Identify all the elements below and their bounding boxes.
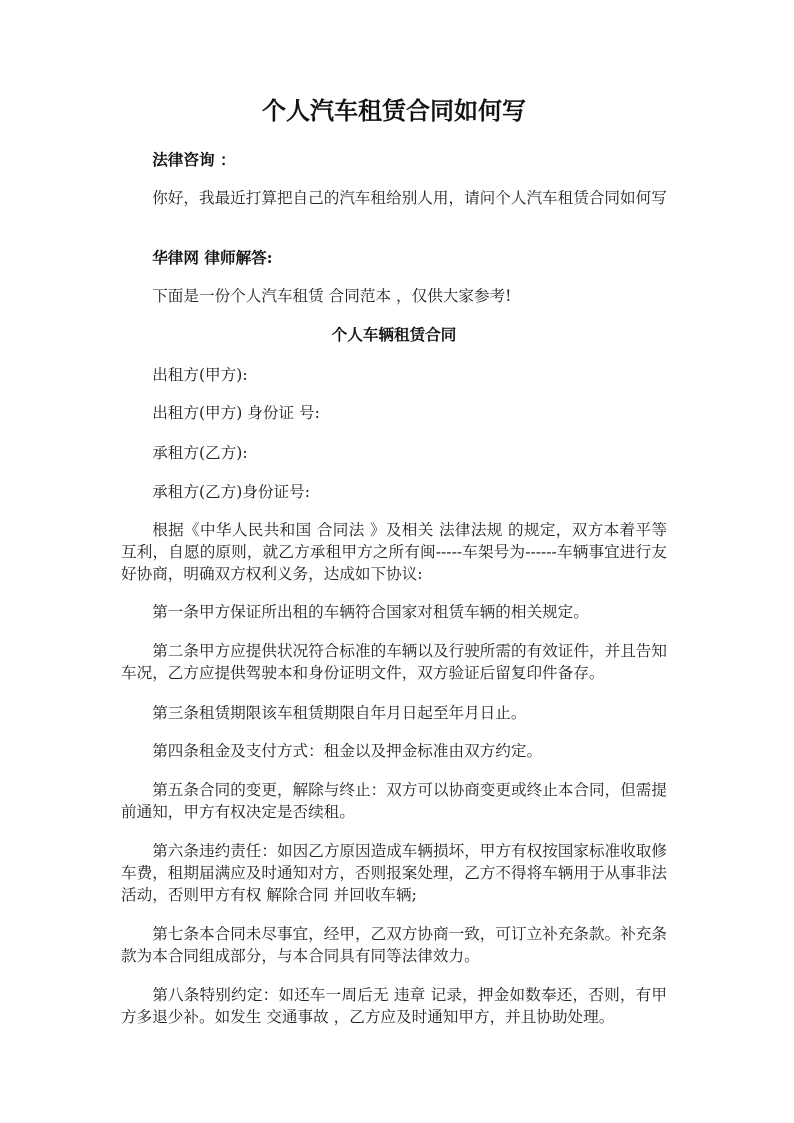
party-lessor: 出租方(甲方): <box>152 366 248 384</box>
party-lessor-id: 出租方(甲方) 身份证 号: <box>152 404 320 422</box>
answer-label: 华律网 律师解答: <box>152 248 273 267</box>
article-1: 第一条甲方保证所出租的车辆符合国家对租赁车辆的相关规定。 <box>152 603 589 621</box>
article-7: 第七条本合同未尽事宜，经甲，乙双方协商一致，可订立补充条款。补充条款为本合同组成部分，与本合同具有同等法律效力。 <box>121 925 667 965</box>
party-lessee-id: 承租方(乙方)身份证号: <box>152 483 310 501</box>
document-title: 个人汽车租赁合同如何写 <box>262 96 526 125</box>
article-2: 第二条甲方应提供状况符合标准的车辆以及行驶所需的有效证件，并且告知车况，乙方应提供驾驶本和身份证明文件，双方验证后留复印件备存。 <box>121 642 667 682</box>
question-text: 你好，我最近打算把自己的汽车租给别人用，请问个人汽车租赁合同如何写 <box>152 189 667 207</box>
question-label: 法律咨询 ： <box>152 150 236 169</box>
article-4: 第四条租金及支付方式：租金以及押金标准由双方约定。 <box>152 742 543 760</box>
article-5: 第五条合同的变更，解除与终止：双方可以协商变更或终止本合同，但需提前通知，甲方有权决定是否续租。 <box>121 781 667 821</box>
contract-preamble: 根据《中华人民共和国 合同法 》及相关 法律法规 的规定，双方本着平等互利，自愿的原则，就乙方承租甲方之所有闽-----车架号为------车辆事宜进行友好协商，明确双方权利义务，达成如下协议: <box>121 521 667 583</box>
article-6: 第六条违约责任：如因乙方原因造成车辆损坏，甲方有权按国家标准收取修车费，租期届满应及时通知对方，否则报案处理，乙方不得将车辆用于从事非法活动，否则甲方有权 解除合同 并回收车辆; <box>121 842 667 904</box>
contract-title: 个人车辆租赁合同 <box>331 325 457 344</box>
article-3: 第三条租赁期限该车租赁期限自年月日起至年月日止。 <box>152 704 527 722</box>
answer-intro: 下面是一份个人汽车租赁 合同范本 ，仅供大家参考! <box>152 287 512 305</box>
article-8: 第八条特别约定：如还车一周后无 违章 记录，押金如数奉还，否则，有甲方多退少补。如发生 交通事故 ，乙方应及时通知甲方，并且协助处理。 <box>121 986 667 1026</box>
party-lessee: 承租方(乙方): <box>152 444 248 462</box>
